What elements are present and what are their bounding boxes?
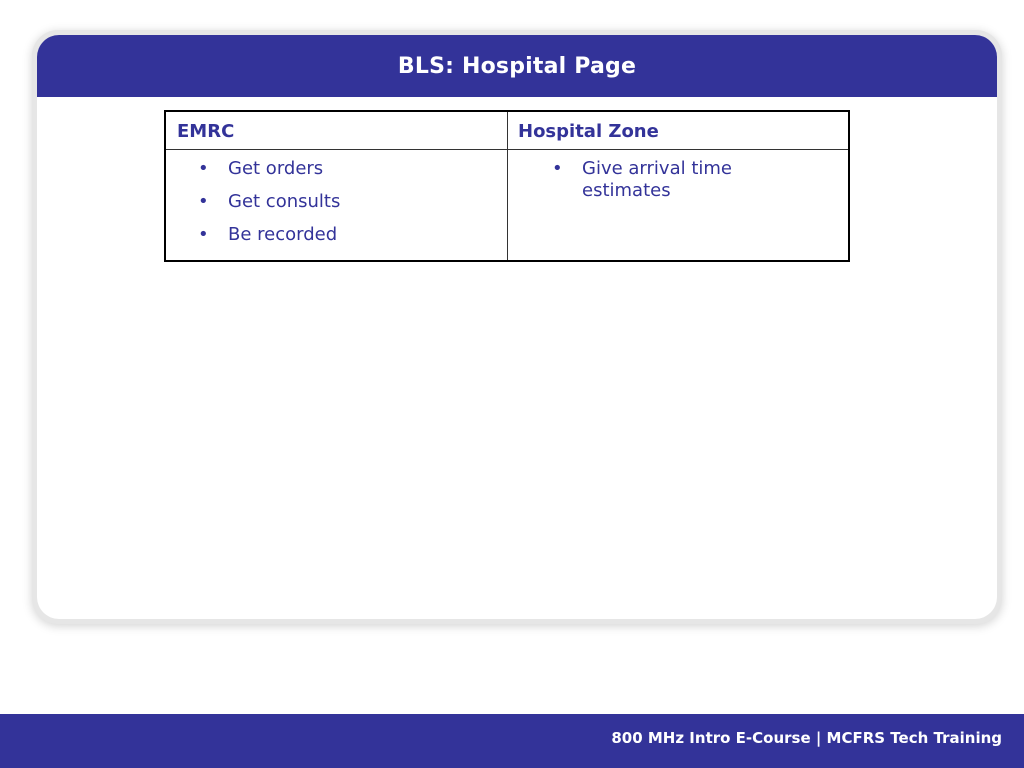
emrc-list	[198, 158, 498, 246]
title-bar	[37, 35, 997, 97]
list-item: • Get orders	[198, 158, 324, 179]
bullet-icon: •	[198, 191, 209, 212]
list-item: • Get consults	[198, 191, 341, 212]
comparison-table	[164, 110, 850, 262]
table-cell-emrc	[198, 158, 498, 257]
column-header-hospital-zone: Hospital Zone	[518, 121, 659, 142]
list-item: • Be recorded	[198, 224, 338, 245]
list-item: • Give arrival time estimates	[552, 158, 732, 201]
slide-title: BLS: Hospital Page	[397, 53, 637, 79]
bullet-icon: •	[552, 158, 563, 179]
footer-bar	[0, 714, 1024, 768]
bullet-icon: •	[198, 224, 209, 245]
column-header-emrc: EMRC	[177, 121, 235, 142]
bullet-icon: •	[198, 158, 209, 179]
column-divider	[507, 112, 508, 260]
footer-text: 800 MHz Intro E-Course | MCFRS Tech Training	[611, 729, 1002, 747]
hospital-zone-list	[552, 158, 812, 202]
table-cell-hospital-zone	[552, 158, 812, 213]
